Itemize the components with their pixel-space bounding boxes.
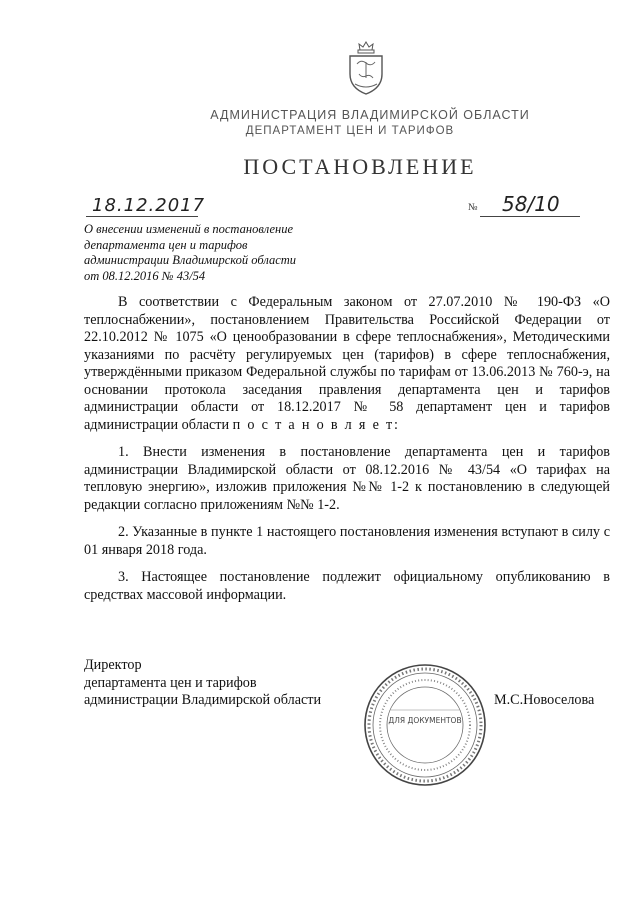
item-paragraph: 2. Указанные в пункте 1 настоящего постановления изменения вступают в силу с 01 января 2018 года. xyxy=(84,524,610,558)
signatory-title-line: администрации Владимирской области xyxy=(84,692,322,708)
preamble-paragraph xyxy=(84,294,610,434)
document-date: 18.12.2017 xyxy=(92,195,206,216)
document-title: ПОСТАНОВЛЕНИЕ xyxy=(243,154,477,179)
official-stamp xyxy=(360,660,490,790)
subject-line: от 08.12.2016 № 43/54 xyxy=(84,268,206,283)
subject-line: департамента цен и тарифов xyxy=(84,237,248,252)
signatory-title-line: Директор xyxy=(84,657,142,673)
signatory-title-line: департамента цен и тарифов xyxy=(84,674,257,691)
subject-line: администрации Владимирской области xyxy=(84,253,297,267)
document-number: 58/10 xyxy=(502,192,560,216)
item-paragraph: 3. Настоящее постановление подлежит официальному опубликованию в средствах массовой информации. xyxy=(84,569,610,603)
preamble-text: В соответствии с Федеральным законом от 27.07.2010 № 190-ФЗ «О теплоснабжении», постановлением Правительства Российской Федерации от 22.10.2012 № 1075 «О ценообразовании в сфере теплоснабжения», Методическими указаниями по расчёту регулируемых цен (тарифов) в сфере теплоснабжения, утверждёнными приказом Федеральной службы по тарифам от 13.06.2013 № 760-э, на основании протокола заседания правления департамента цен и тарифов администрации области от 18.12.2017 № 58 департамент цен и тарифов администрации области xyxy=(84,294,610,433)
document-subject xyxy=(84,222,344,284)
department-name: ДЕПАРТАМЕНТ ЦЕН И ТАРИФОВ xyxy=(245,125,455,137)
decree-word: п о с т а н о в л я е т: xyxy=(232,416,400,433)
stamp-center-text: ДЛЯ ДОКУМЕНТОВ xyxy=(388,716,462,725)
signatory-title xyxy=(84,657,321,710)
coat-of-arms-emblem xyxy=(345,40,387,96)
date-underline xyxy=(86,216,198,217)
document-body xyxy=(84,294,610,614)
number-underline xyxy=(480,216,580,217)
item-paragraph: 1. Внести изменения в постановление департамента цен и тарифов администрации Владимирской области от 08.12.2016 № 43/54 «О тарифах на тепловую энергию», изложив приложения №№ 1-2 к постановлению в следующей редакции согласно приложениям №№ 1-2. xyxy=(84,444,610,513)
organization-name: АДМИНИСТРАЦИЯ ВЛАДИМИРСКОЙ ОБЛАСТИ xyxy=(210,108,530,122)
subject-line: О внесении изменений в постановление xyxy=(84,222,294,236)
signatory-name: М.С.Новоселова xyxy=(494,692,595,708)
number-sign: № xyxy=(468,202,478,213)
